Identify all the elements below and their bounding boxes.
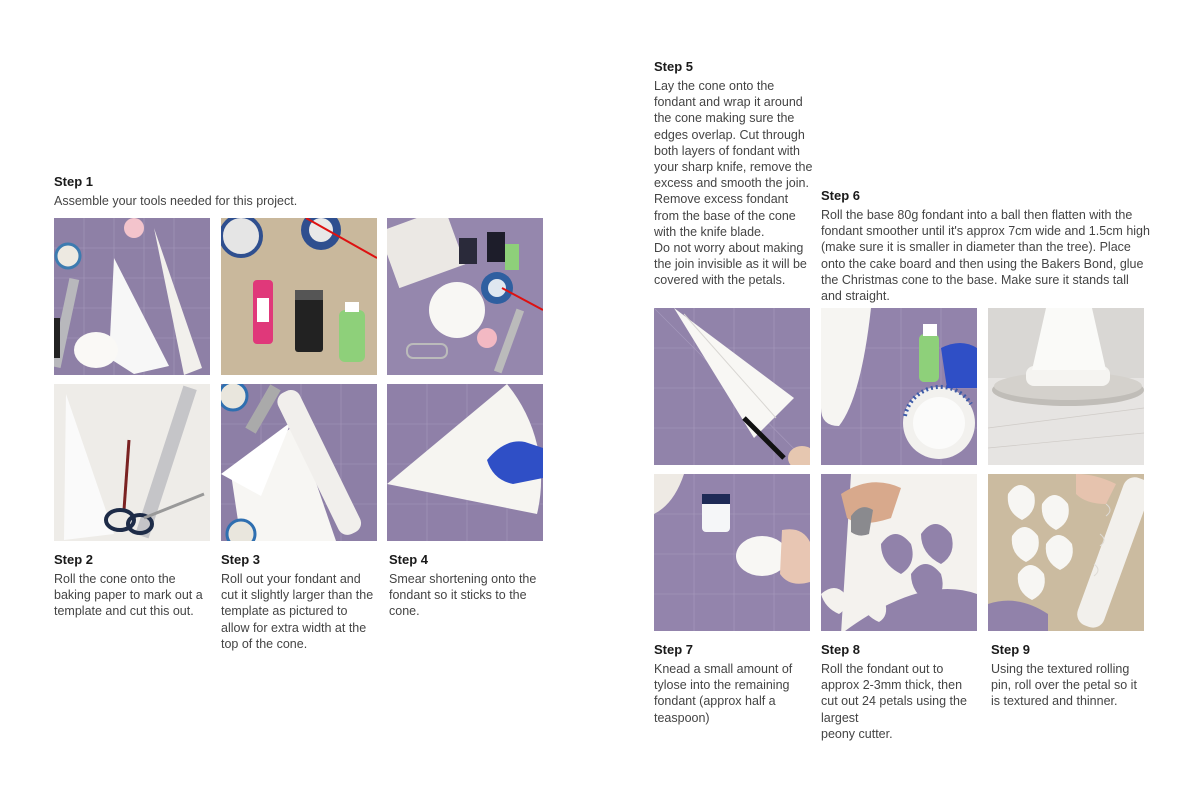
- step-6-title: Step 6: [821, 188, 861, 203]
- photo-step-3-fondant-cut: [221, 384, 377, 541]
- step-2-title: Step 2: [54, 552, 94, 567]
- photo-step-4-shortening: [387, 384, 543, 541]
- photo-step-8-cut-petals: [821, 474, 977, 631]
- photo-step-6-bakers-bond: [821, 308, 977, 465]
- photo-step-7-tylose: [654, 474, 810, 631]
- step-5-title: Step 5: [654, 59, 694, 74]
- step-4-text: Smear shortening onto the fondant so it sticks to the cone.: [389, 572, 537, 619]
- step-7-title: Step 7: [654, 642, 694, 657]
- step-9-title: Step 9: [991, 642, 1031, 657]
- step-2-text: Roll the cone onto the baking paper to mark out a template and cut this out.: [54, 572, 203, 619]
- step-9-text: Using the textured rolling pin, roll over the petal so it is textured and thinner.: [991, 662, 1137, 709]
- photo-step-2-template: [54, 384, 210, 541]
- photo-step-6-on-board: [988, 308, 1144, 465]
- step-1-text: Assemble your tools needed for this project.: [54, 194, 298, 208]
- photo-step-1-ingredients: [221, 218, 377, 375]
- step-5-text: Lay the cone onto the fondant and wrap it around the cone making sure the edges overlap. Cut through both layers of fondant with your sharp knife, remove the excess and smooth the join. Remove excess fondant from the base of the cone with the knife blade. Do not worry about making the join invisible as it will be covered with the petals.: [654, 79, 813, 288]
- step-4-title: Step 4: [389, 552, 429, 567]
- photo-step-9-textured-petals: [988, 474, 1144, 631]
- step-8-text: Roll the fondant out to approx 2-3mm thick, then cut out 24 petals using the largest peony cutter.: [821, 662, 967, 741]
- photo-step-5-wrap-cone: [654, 308, 810, 465]
- step-6-text: Roll the base 80g fondant into a ball then flatten with the fondant smoother until it's approx 7cm wide and 1.5cm high (make sure it is smaller in diameter than the tree). Place onto the cake board and then using the Bakers Bond, glue the Christmas cone to the base. Make sure it stands tall and straight.: [821, 208, 1150, 304]
- step-1-title: Step 1: [54, 174, 94, 189]
- step-3-text: Roll out your fondant and cut it slightly larger than the template as pictured to allow for extra width at the top of the cone.: [221, 572, 374, 651]
- step-3-title: Step 3: [221, 552, 261, 567]
- step-7-text: Knead a small amount of tylose into the remaining fondant (approx half a teaspoon): [654, 662, 793, 725]
- step-8-title: Step 8: [821, 642, 861, 657]
- photo-step-1-tools: [54, 218, 210, 375]
- photo-step-1-fondant-ball: [387, 218, 543, 375]
